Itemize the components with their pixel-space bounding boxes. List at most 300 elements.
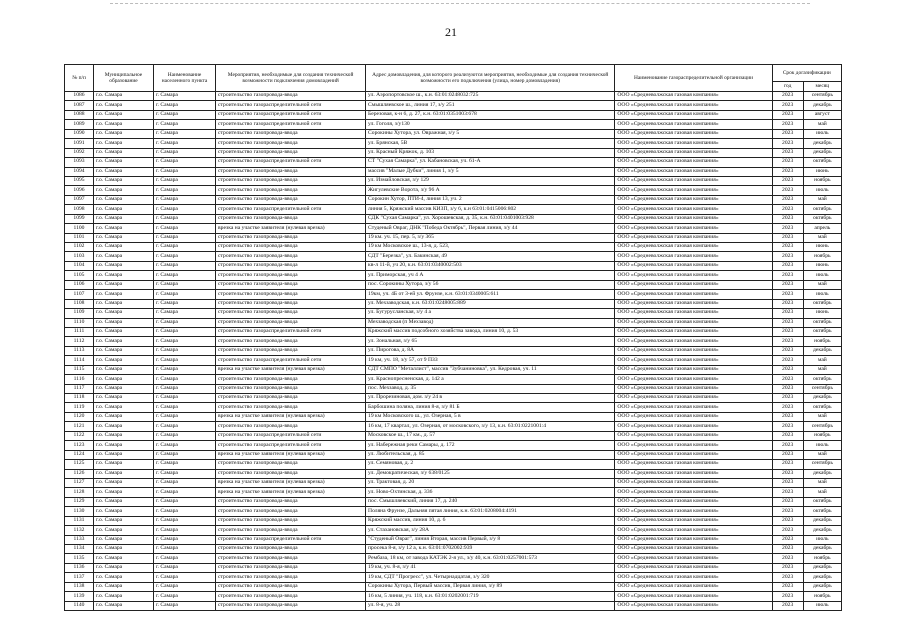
row-organization: ООО «Средневолжская газовая компания»: [615, 563, 772, 572]
row-number: 1115: [65, 365, 94, 374]
row-municipality: г.о. Самара: [93, 563, 153, 572]
row-address: просека 8-я, з/у 12 а, к.н. 63:01:0702002:939: [366, 545, 615, 554]
row-activity: строительство газопровода-ввода: [216, 290, 366, 299]
row-settlement: г. Самара: [153, 526, 215, 535]
header-month: месяц: [803, 82, 841, 92]
table-row: [65, 176, 842, 185]
row-municipality: г.о. Самара: [93, 441, 153, 450]
row-activity: строительство газораспределительной сети: [216, 356, 366, 365]
row-organization: ООО «Средневолжская газовая компания»: [615, 601, 772, 610]
row-year: 2023: [772, 205, 803, 214]
table-row: [65, 195, 842, 204]
row-month: ноябрь: [803, 592, 841, 601]
table-row: [65, 148, 842, 157]
row-municipality: г.о. Самара: [93, 139, 153, 148]
row-number: 1089: [65, 120, 94, 129]
row-activity: строительство газопровода-ввода: [216, 148, 366, 157]
row-address: ул. Бугурусланская, з/у 4 а: [366, 309, 615, 318]
row-activity: строительство газопровода-ввода: [216, 243, 366, 252]
row-address: ул. Красный Кряжок, д. 103: [366, 148, 615, 157]
row-month: май: [803, 233, 841, 242]
row-activity: строительство газораспределительной сети: [216, 441, 366, 450]
row-municipality: г.о. Самара: [93, 592, 153, 601]
row-settlement: г. Самара: [153, 535, 215, 544]
row-activity: врезка на участке заявителя (нулевая врезка): [216, 450, 366, 459]
row-address: ул. Брянская, 5В: [366, 139, 615, 148]
row-year: 2023: [772, 261, 803, 270]
row-year: 2023: [772, 488, 803, 497]
row-municipality: г.о. Самара: [93, 526, 153, 535]
row-organization: ООО «Средневолжская газовая компания»: [615, 535, 772, 544]
row-municipality: г.о. Самара: [93, 299, 153, 308]
row-settlement: г. Самара: [153, 573, 215, 582]
table-row: [65, 431, 842, 440]
row-address: ул. Мехзаводская, к.н. 63:01:0248005:889: [366, 299, 615, 308]
row-municipality: г.о. Самара: [93, 554, 153, 563]
header-municipality: Муниципальное образование: [93, 65, 153, 92]
row-address: Московское ш., 17 км., д. 57: [366, 431, 615, 440]
row-activity: строительство газопровода-ввода: [216, 384, 366, 393]
table-row: [65, 337, 842, 346]
row-municipality: г.о. Самара: [93, 261, 153, 270]
row-address: Сорокин Хутор, ПТИ-4, линия 13, уч. 2: [366, 195, 615, 204]
table-row: [65, 573, 842, 582]
row-municipality: г.о. Самара: [93, 460, 153, 469]
table-row: [65, 139, 842, 148]
table-row: [65, 224, 842, 233]
table-row: [65, 450, 842, 459]
row-year: 2023: [772, 412, 803, 421]
header-number: № п/п: [65, 65, 94, 92]
row-settlement: г. Самара: [153, 356, 215, 365]
row-month: декабрь: [803, 394, 841, 403]
row-month: ноябрь: [803, 252, 841, 261]
row-address: массив "Малые Дубки", линия 1, з/у 5: [366, 167, 615, 176]
row-organization: ООО «Средневолжская газовая компания»: [615, 233, 772, 242]
row-municipality: г.о. Самара: [93, 148, 153, 157]
row-year: 2023: [772, 233, 803, 242]
table-row: [65, 129, 842, 138]
table-row: [65, 101, 842, 110]
row-month: ноябрь: [803, 554, 841, 563]
row-settlement: г. Самара: [153, 554, 215, 563]
row-settlement: г. Самара: [153, 488, 215, 497]
row-address: пос. Мехзавод, д. 35: [366, 384, 615, 393]
row-address: ул. Пирогова, д. 8А: [366, 346, 615, 355]
row-organization: ООО «Средневолжская газовая компания»: [615, 280, 772, 289]
row-address: ул. Семяновая, д. 2: [366, 460, 615, 469]
row-month: май: [803, 356, 841, 365]
row-month: апрель: [803, 224, 841, 233]
row-municipality: г.о. Самара: [93, 243, 153, 252]
row-address: Сорокины Хутора, ул. Овражная, з/у 5: [366, 129, 615, 138]
row-municipality: г.о. Самара: [93, 365, 153, 374]
row-activity: строительство газопровода-ввода: [216, 375, 366, 384]
row-number: 1090: [65, 129, 94, 138]
table-header-row: [65, 65, 842, 82]
row-year: 2023: [772, 252, 803, 261]
row-month: декабрь: [803, 469, 841, 478]
row-number: 1126: [65, 469, 94, 478]
row-month: декабрь: [803, 148, 841, 157]
table-body: [65, 92, 842, 611]
row-organization: ООО «Средневолжская газовая компания»: [615, 101, 772, 110]
row-year: 2023: [772, 195, 803, 204]
row-municipality: г.о. Самара: [93, 120, 153, 129]
row-address: ул. Стахановская, з/у 28А: [366, 526, 615, 535]
table-row: [65, 214, 842, 223]
row-activity: строительство газопровода-ввода: [216, 507, 366, 516]
row-number: 1136: [65, 563, 94, 572]
row-month: ноябрь: [803, 337, 841, 346]
row-month: декабрь: [803, 101, 841, 110]
row-year: 2023: [772, 478, 803, 487]
row-year: 2023: [772, 582, 803, 591]
row-activity: строительство газораспределительной сети: [216, 535, 366, 544]
row-settlement: г. Самара: [153, 422, 215, 431]
row-address: 19км, уч. 4Б от 3-ей ул. Фрунзе, к.н. 63:01:0340005:611: [366, 290, 615, 299]
row-number: 1132: [65, 526, 94, 535]
table-row: [65, 243, 842, 252]
row-activity: строительство газопровода-ввода: [216, 233, 366, 242]
row-municipality: г.о. Самара: [93, 252, 153, 261]
row-number: 1103: [65, 252, 94, 261]
row-address: 16 км, 5 линия, уч. 118, к.н. 63:01:0202001:719: [366, 592, 615, 601]
table-row: [65, 507, 842, 516]
row-organization: ООО «Средневолжская газовая компания»: [615, 592, 772, 601]
row-number: 1105: [65, 271, 94, 280]
row-year: 2023: [772, 469, 803, 478]
row-address: ул. Ново-Охтинская, д. 336: [366, 488, 615, 497]
row-year: 2023: [772, 148, 803, 157]
row-organization: ООО «Средневолжская газовая компания»: [615, 526, 772, 535]
row-month: декабрь: [803, 346, 841, 355]
table-row: [65, 356, 842, 365]
row-activity: строительство газопровода-ввода: [216, 280, 366, 289]
row-year: 2023: [772, 516, 803, 525]
row-activity: строительство газопровода-ввода: [216, 394, 366, 403]
row-month: сентябрь: [803, 422, 841, 431]
row-number: 1129: [65, 497, 94, 506]
row-municipality: г.о. Самара: [93, 195, 153, 204]
row-settlement: г. Самара: [153, 158, 215, 167]
row-organization: ООО «Средневолжская газовая компания»: [615, 120, 772, 129]
row-municipality: г.о. Самара: [93, 327, 153, 336]
row-month: июль: [803, 271, 841, 280]
row-month: сентябрь: [803, 384, 841, 393]
row-number: 1140: [65, 601, 94, 610]
row-municipality: г.о. Самара: [93, 176, 153, 185]
row-organization: ООО «Средневолжская газовая компания»: [615, 129, 772, 138]
row-settlement: г. Самара: [153, 507, 215, 516]
table-row: [65, 252, 842, 261]
row-address: Березовая, к-н 6, д. 27, к.н. 63:01:0351003:678: [366, 110, 615, 119]
row-activity: строительство газопровода-ввода: [216, 563, 366, 572]
row-settlement: г. Самара: [153, 186, 215, 195]
table-row: [65, 346, 842, 355]
row-year: 2023: [772, 318, 803, 327]
row-year: 2023: [772, 110, 803, 119]
row-activity: строительство газораспределительной сети: [216, 327, 366, 336]
row-activity: строительство газопровода-ввода: [216, 582, 366, 591]
row-municipality: г.о. Самара: [93, 582, 153, 591]
row-year: 2023: [772, 101, 803, 110]
table-row: [65, 478, 842, 487]
row-address: пос. Смышляевский, линия 17, д. 240: [366, 497, 615, 506]
row-municipality: г.о. Самара: [93, 346, 153, 355]
row-year: 2023: [772, 507, 803, 516]
row-activity: строительство газопровода-ввода: [216, 545, 366, 554]
row-activity: строительство газопровода-ввода: [216, 403, 366, 412]
row-municipality: г.о. Самара: [93, 478, 153, 487]
row-address: Студеный Овраг, ДНК "Победа Октябрь", Первая линия, з/у 44: [366, 224, 615, 233]
row-address: кв-л 11-й, уч 20, к.н. 63:01:0340002:503: [366, 261, 615, 270]
row-settlement: г. Самара: [153, 167, 215, 176]
row-address: 19 км Московского ш., ул. Озерная, 5 в: [366, 412, 615, 421]
row-settlement: г. Самара: [153, 120, 215, 129]
row-year: 2023: [772, 327, 803, 336]
row-municipality: г.о. Самара: [93, 214, 153, 223]
table-row: [65, 290, 842, 299]
table-row: [65, 158, 842, 167]
row-month: ноябрь: [803, 176, 841, 185]
row-municipality: г.о. Самара: [93, 129, 153, 138]
row-organization: ООО «Средневолжская газовая компания»: [615, 110, 772, 119]
row-year: 2023: [772, 545, 803, 554]
table-row: [65, 318, 842, 327]
row-activity: врезка на участке заявителя (нулевая врезка): [216, 488, 366, 497]
row-settlement: г. Самара: [153, 271, 215, 280]
table-row: [65, 460, 842, 469]
row-organization: ООО «Средневолжская газовая компания»: [615, 441, 772, 450]
row-number: 1119: [65, 403, 94, 412]
row-municipality: г.о. Самара: [93, 394, 153, 403]
row-year: 2023: [772, 422, 803, 431]
row-settlement: г. Самара: [153, 516, 215, 525]
row-month: июнь: [803, 243, 841, 252]
table-row: [65, 309, 842, 318]
table-row: [65, 167, 842, 176]
row-address: "Студеный Овраг", линия Вторая, массив Первый, з/у 8: [366, 535, 615, 544]
row-organization: ООО «Средневолжская газовая компания»: [615, 384, 772, 393]
row-year: 2023: [772, 573, 803, 582]
row-year: 2023: [772, 280, 803, 289]
row-number: 1139: [65, 592, 94, 601]
row-settlement: г. Самара: [153, 384, 215, 393]
table-row: [65, 271, 842, 280]
row-year: 2023: [772, 441, 803, 450]
row-organization: ООО «Средневолжская газовая компания»: [615, 271, 772, 280]
row-number: 1121: [65, 422, 94, 431]
row-organization: ООО «Средневолжская газовая компания»: [615, 394, 772, 403]
row-month: июнь: [803, 309, 841, 318]
row-year: 2023: [772, 526, 803, 535]
row-activity: строительство газопровода-ввода: [216, 92, 366, 101]
row-address: Мехзаводская (п Мехзавод): [366, 318, 615, 327]
row-number: 1135: [65, 554, 94, 563]
row-activity: строительство газораспределительной сети: [216, 110, 366, 119]
row-year: 2023: [772, 120, 803, 129]
row-municipality: г.о. Самара: [93, 158, 153, 167]
row-month: май: [803, 280, 841, 289]
row-month: июль: [803, 186, 841, 195]
row-month: ноябрь: [803, 431, 841, 440]
row-municipality: г.о. Самара: [93, 601, 153, 610]
row-activity: строительство газопровода-ввода: [216, 318, 366, 327]
row-month: июль: [803, 290, 841, 299]
row-month: октябрь: [803, 214, 841, 223]
row-year: 2023: [772, 460, 803, 469]
row-number: 1087: [65, 101, 94, 110]
row-year: 2023: [772, 299, 803, 308]
row-year: 2023: [772, 403, 803, 412]
row-number: 1094: [65, 167, 94, 176]
row-municipality: г.о. Самара: [93, 469, 153, 478]
table-row: [65, 186, 842, 195]
row-municipality: г.о. Самара: [93, 167, 153, 176]
row-municipality: г.о. Самара: [93, 101, 153, 110]
row-organization: ООО «Средневолжская газовая компания»: [615, 261, 772, 270]
row-organization: ООО «Средневолжская газовая компания»: [615, 309, 772, 318]
row-organization: ООО «Средневолжская газовая компания»: [615, 243, 772, 252]
row-year: 2023: [772, 139, 803, 148]
row-month: июль: [803, 129, 841, 138]
row-address: СДТ "Березка", ул. Бакинская, 49: [366, 252, 615, 261]
row-address: СДК "Сухая Самарка", ул. Хорошевская, д. 35, к.н. 63:01:0401003:928: [366, 214, 615, 223]
row-month: июнь: [803, 167, 841, 176]
row-organization: ООО «Средневолжская газовая компания»: [615, 290, 772, 299]
row-month: декабрь: [803, 563, 841, 572]
row-month: декабрь: [803, 516, 841, 525]
row-month: май: [803, 412, 841, 421]
row-number: 1091: [65, 139, 94, 148]
row-activity: строительство газопровода-ввода: [216, 422, 366, 431]
row-organization: ООО «Средневолжская газовая компания»: [615, 422, 772, 431]
header-year: год: [772, 82, 803, 92]
row-municipality: г.о. Самара: [93, 573, 153, 582]
row-month: октябрь: [803, 205, 841, 214]
row-activity: строительство газопровода-ввода: [216, 460, 366, 469]
row-activity: строительство газопровода-ввода: [216, 309, 366, 318]
row-organization: ООО «Средневолжская газовая компания»: [615, 252, 772, 261]
row-number: 1128: [65, 488, 94, 497]
row-number: 1088: [65, 110, 94, 119]
row-organization: ООО «Средневолжская газовая компания»: [615, 431, 772, 440]
table-row: [65, 403, 842, 412]
row-month: июль: [803, 601, 841, 610]
row-number: 1086: [65, 92, 94, 101]
row-municipality: г.о. Самара: [93, 384, 153, 393]
table-row: [65, 375, 842, 384]
row-organization: ООО «Средневолжская газовая компания»: [615, 148, 772, 157]
row-address: 19 км, СДТ "Прогресс", ул. Четырнадцатая, з/у 320: [366, 573, 615, 582]
row-number: 1108: [65, 299, 94, 308]
row-settlement: г. Самара: [153, 139, 215, 148]
row-address: ул. 8-я, уч. 28: [366, 601, 615, 610]
row-address: 19 км, уч. 18, з/у 57, от 9 ПЗЗ: [366, 356, 615, 365]
table-row: [65, 261, 842, 270]
row-number: 1125: [65, 460, 94, 469]
row-municipality: г.о. Самара: [93, 450, 153, 459]
row-year: 2023: [772, 214, 803, 223]
row-activity: строительство газопровода-ввода: [216, 176, 366, 185]
row-year: 2023: [772, 394, 803, 403]
row-month: октябрь: [803, 507, 841, 516]
row-organization: ООО «Средневолжская газовая компания»: [615, 497, 772, 506]
row-year: 2023: [772, 554, 803, 563]
row-month: октябрь: [803, 299, 841, 308]
row-organization: ООО «Средневолжская газовая компания»: [615, 205, 772, 214]
row-month: июль: [803, 535, 841, 544]
row-month: октябрь: [803, 403, 841, 412]
row-activity: строительство газопровода-ввода: [216, 497, 366, 506]
row-settlement: г. Самара: [153, 280, 215, 289]
row-settlement: г. Самара: [153, 176, 215, 185]
row-year: 2023: [772, 384, 803, 393]
row-month: сентябрь: [803, 460, 841, 469]
row-year: 2023: [772, 356, 803, 365]
row-municipality: г.о. Самара: [93, 497, 153, 506]
row-municipality: г.о. Самара: [93, 290, 153, 299]
row-organization: ООО «Средневолжская газовая компания»: [615, 337, 772, 346]
row-number: 1138: [65, 582, 94, 591]
row-settlement: г. Самара: [153, 243, 215, 252]
row-organization: ООО «Средневолжская газовая компания»: [615, 327, 772, 336]
row-municipality: г.о. Самара: [93, 233, 153, 242]
row-address: Рембаза, 18 км, от завода КАТЭК 2-я ул., з/у 40, к.н. 63:01:0257001:573: [366, 554, 615, 563]
row-municipality: г.о. Самара: [93, 375, 153, 384]
row-organization: ООО «Средневолжская газовая компания»: [615, 139, 772, 148]
row-municipality: г.о. Самара: [93, 422, 153, 431]
table-row: [65, 563, 842, 572]
row-activity: врезка на участке заявителя (нулевая врезка): [216, 365, 366, 374]
row-settlement: г. Самара: [153, 224, 215, 233]
row-number: 1106: [65, 280, 94, 289]
row-municipality: г.о. Самара: [93, 309, 153, 318]
row-municipality: г.о. Самара: [93, 280, 153, 289]
row-activity: строительство газораспределительной сети: [216, 101, 366, 110]
row-activity: строительство газораспределительной сети: [216, 205, 366, 214]
row-activity: строительство газопровода-ввода: [216, 469, 366, 478]
row-number: 1117: [65, 384, 94, 393]
row-activity: строительство газопровода-ввода: [216, 299, 366, 308]
row-month: июнь: [803, 261, 841, 270]
row-activity: строительство газопровода-ввода: [216, 186, 366, 195]
row-settlement: г. Самара: [153, 309, 215, 318]
row-number: 1118: [65, 394, 94, 403]
row-address: ул. Аэропортовское ш., к.н. 63:01:0248032:725: [366, 92, 615, 101]
table-row: [65, 110, 842, 119]
row-activity: строительство газораспределительной сети: [216, 158, 366, 167]
row-number: 1130: [65, 507, 94, 516]
row-municipality: г.о. Самара: [93, 516, 153, 525]
row-activity: строительство газопровода-ввода: [216, 516, 366, 525]
row-number: 1137: [65, 573, 94, 582]
row-month: октябрь: [803, 327, 841, 336]
row-settlement: г. Самара: [153, 394, 215, 403]
row-number: 1131: [65, 516, 94, 525]
row-organization: ООО «Средневолжская газовая компания»: [615, 582, 772, 591]
row-organization: ООО «Средневолжская газовая компания»: [615, 554, 772, 563]
row-settlement: г. Самара: [153, 478, 215, 487]
row-year: 2023: [772, 243, 803, 252]
row-organization: ООО «Средневолжская газовая компания»: [615, 573, 772, 582]
row-organization: ООО «Средневолжская газовая компания»: [615, 545, 772, 554]
row-municipality: г.о. Самара: [93, 403, 153, 412]
row-municipality: г.о. Самара: [93, 224, 153, 233]
row-address: Смышляевское ш., линия 17, з/у 251: [366, 101, 615, 110]
row-settlement: г. Самара: [153, 252, 215, 261]
